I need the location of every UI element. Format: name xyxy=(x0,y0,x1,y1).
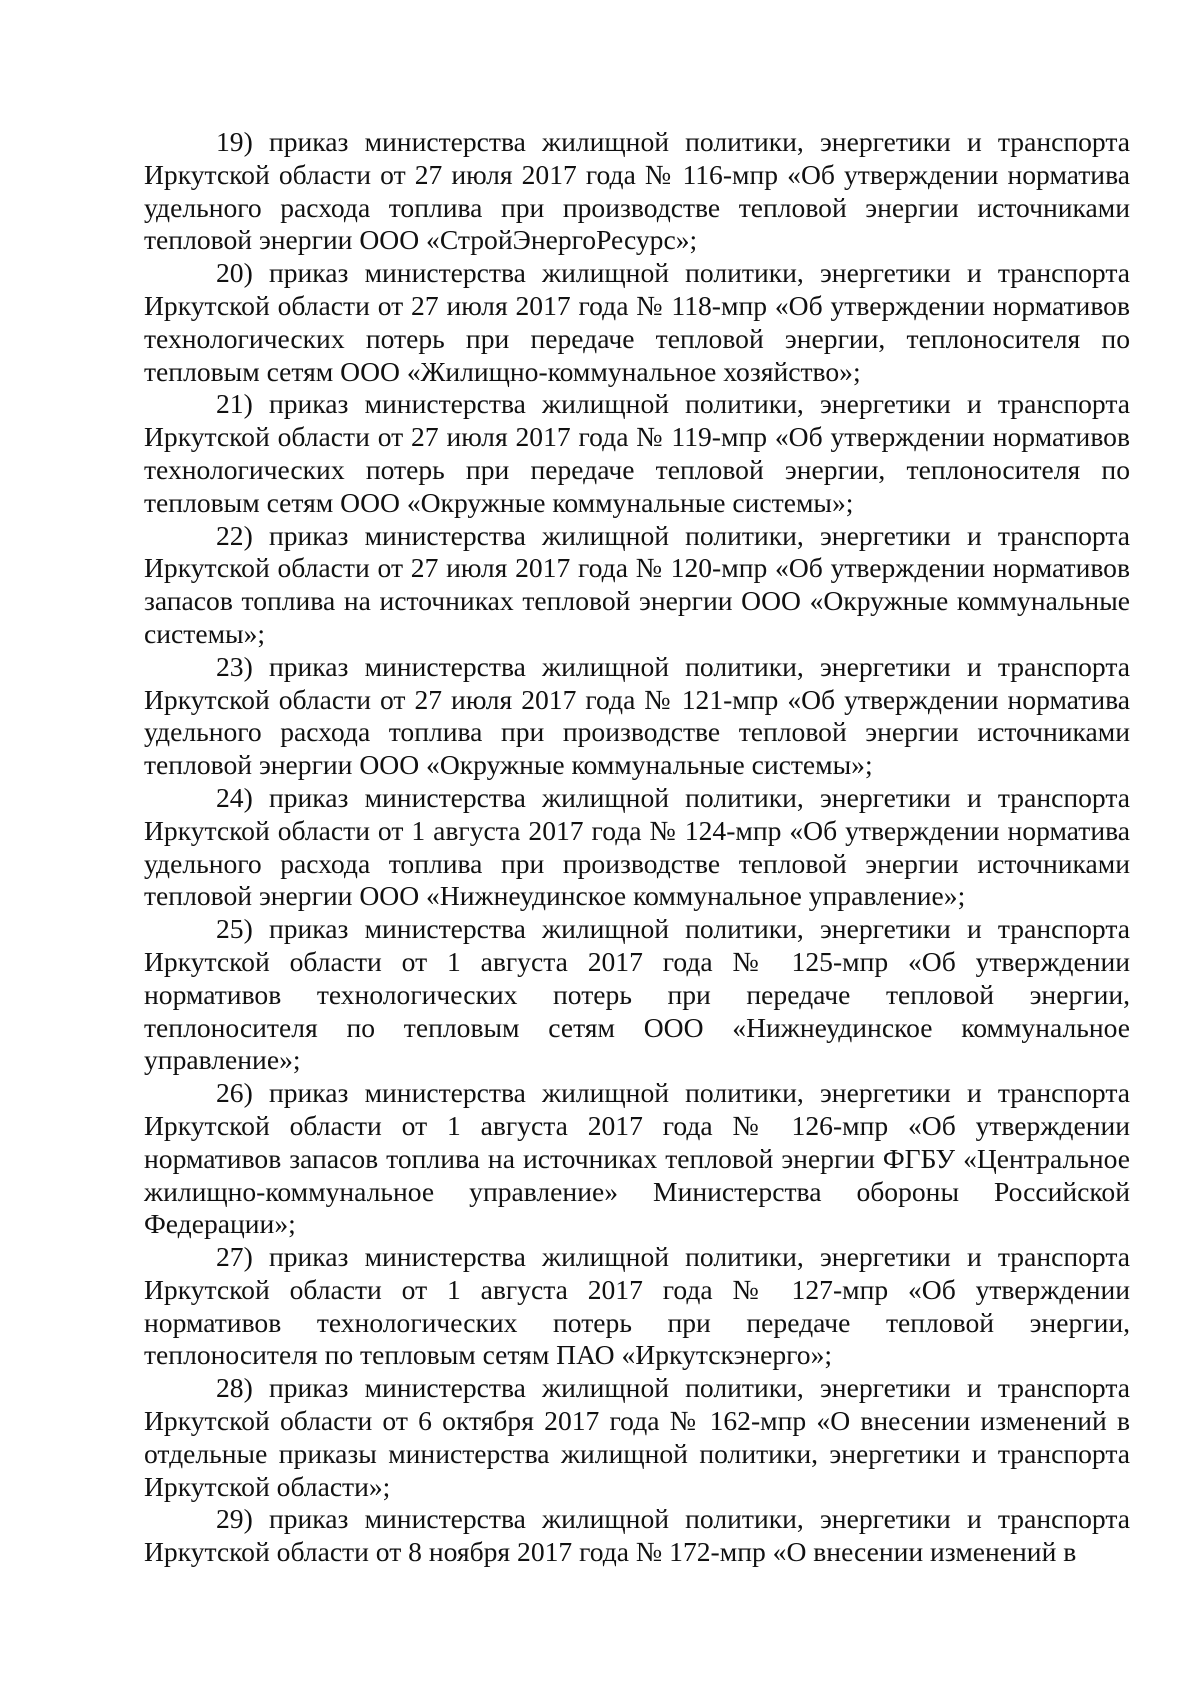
list-item-25: 25) приказ министерства жилищной политики, энергетики и транспорта Иркутской области от 1 августа 2017 года № 125-мпр «Об утверждении нормативов технологических потерь при передаче тепловой энергии, теплоносителя по тепловым сетям ООО «Нижнеудинское коммунальное управление»; xyxy=(144,913,1130,1076)
list-item-28: 28) приказ министерства жилищной политики, энергетики и транспорта Иркутской области от 6 октября 2017 года № 162-мпр «О внесении изменений в отдельные приказы министерства жилищной политики, энергетики и транспорта Иркутской области»; xyxy=(144,1372,1130,1502)
list-item-21: 21) приказ министерства жилищной политики, энергетики и транспорта Иркутской области от 27 июля 2017 года № 119-мпр «Об утверждении нормативов технологических потерь при передаче тепловой энергии, теплоносителя по тепловым сетям ООО «Окружные коммунальные системы»; xyxy=(144,388,1130,518)
list-item-27: 27) приказ министерства жилищной политики, энергетики и транспорта Иркутской области от 1 августа 2017 года № 127-мпр «Об утверждении нормативов технологических потерь при передаче тепловой энергии, теплоносителя по тепловым сетям ПАО «Иркутскэнерго»; xyxy=(144,1241,1130,1371)
document-body xyxy=(144,126,1130,1569)
list-item-26: 26) приказ министерства жилищной политики, энергетики и транспорта Иркутской области от 1 августа 2017 года № 126-мпр «Об утверждении нормативов запасов топлива на источниках тепловой энергии ФГБУ «Центральное жилищно-коммунальное управление» Министерства обороны Российской Федерации»; xyxy=(144,1077,1130,1240)
list-item-29: 29) приказ министерства жилищной политики, энергетики и транспорта Иркутской области от 8 ноября 2017 года № 172-мпр «О внесении изменений в xyxy=(144,1503,1130,1568)
list-item-23: 23) приказ министерства жилищной политики, энергетики и транспорта Иркутской области от 27 июля 2017 года № 121-мпр «Об утверждении норматива удельного расхода топлива при производстве тепловой энергии источниками тепловой энергии ООО «Окружные коммунальные системы»; xyxy=(144,650,1130,781)
list-item-22: 22) приказ министерства жилищной политики, энергетики и транспорта Иркутской области от 27 июля 2017 года № 120-мпр «Об утверждении нормативов запасов топлива на источниках тепловой энергии ООО «Окружные коммунальные системы»; xyxy=(144,519,1130,649)
list-item-24: 24) приказ министерства жилищной политики, энергетики и транспорта Иркутской области от 1 августа 2017 года № 124-мпр «Об утверждении норматива удельного расхода топлива при производстве тепловой энергии источниками тепловой энергии ООО «Нижнеудинское коммунальное управление»; xyxy=(144,781,1130,912)
list-item-20: 20) приказ министерства жилищной политики, энергетики и транспорта Иркутской области от 27 июля 2017 года № 118-мпр «Об утверждении нормативов технологических потерь при передаче тепловой энергии, теплоносителя по тепловым сетям ООО «Жилищно-коммунальное хозяйство»; xyxy=(144,257,1130,387)
list-item-19: 19) приказ министерства жилищной политики, энергетики и транспорта Иркутской области от 27 июля 2017 года № 116-мпр «Об утверждении норматива удельного расхода топлива при производстве тепловой энергии источниками тепловой энергии ООО «СтройЭнергоРесурс»; xyxy=(144,126,1130,256)
